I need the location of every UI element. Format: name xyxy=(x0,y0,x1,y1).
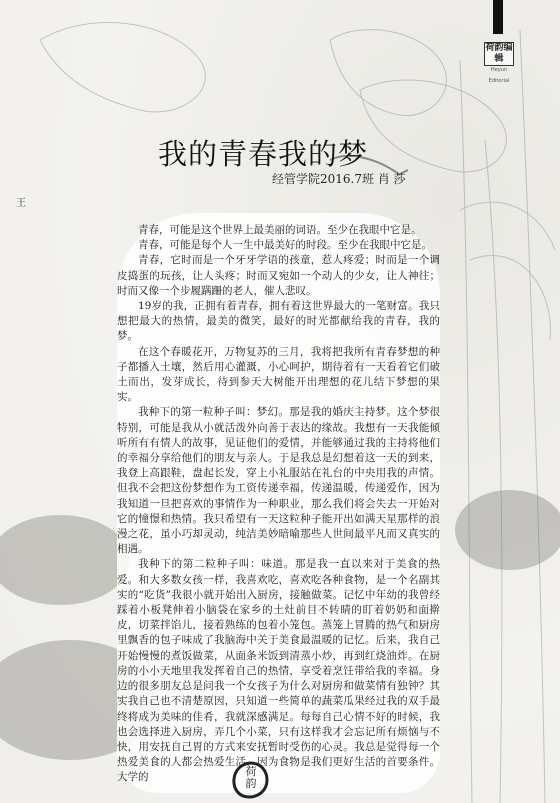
paragraph: 青春，它时而是一个牙牙学语的孩童，惹人疼爱；时而是一个调皮捣蛋的玩孩，让人头疼；时而又宛如一个动人的少女，让人神往；时而又像一个步履蹒跚的老人，催人悲叹。 xyxy=(117,254,440,297)
column-badge-subtitle: Heyun Editorial xyxy=(488,67,510,84)
paragraph: 青春，可能是这个世界上最美丽的词语。至少在我眼中它是。 xyxy=(138,224,422,236)
article-body xyxy=(117,223,440,786)
section-tab-marker xyxy=(493,0,503,34)
column-badge-title: 荷韵编辑 xyxy=(485,43,513,64)
paragraph: 我种下的第一粒种子叫：梦幻。那是我的婚庆主持梦。这个梦很特别，可能是我从小就活泼外向善于表达的缘故。我想有一天我能倾听所有有情人的故事，见证他们的爱情，并能够通过我的主持将他们的幸福分享给他们的朋友与亲人。于是我总是幻想着这一天的到来，我登上高跟鞋，盘起长发，穿上小礼服站在礼台的中央用我的声情。但我不会把这份梦想作为工资传递幸福，传递温暖，传递爱作，因为我知道一旦把喜欢的事情作为一种职业，那么我们将会失去一开始对它的憧憬和热情。我只希望有一天这粒种子能开出如满天星那样的浪漫之花，虽小巧却灵动，纯洁美妙暗喻那些人世间最平凡而又真实的相遇。 xyxy=(117,406,440,556)
article-byline: 经管学院2016.7班 肖 莎 xyxy=(272,172,406,186)
paragraph: 青春，可能是每个人一生中最美好的时段。至少在我眼中它是。 xyxy=(138,239,432,252)
paragraph: 19岁的我，正拥有着青春，拥有着这世界最大的一笔财富。我只想把最大的热情，最美的微笑，最好的时光都献给我的青春，我的梦。 xyxy=(117,300,440,343)
seal-text: 荷韵 xyxy=(245,765,257,790)
side-mark: 王 xyxy=(16,198,26,209)
paragraph: 在这个春暖花开，万物复苏的三月，我将把我所有青春梦想的种子都播入土壤，然后用心灌溉，小心呵护，期待着有一天看着它们破土而出，发芽成长，待到参天大树能开出理想的花儿结下梦想的果实。 xyxy=(117,345,440,404)
article-title: 我的青春我的梦 xyxy=(158,137,369,171)
column-badge xyxy=(484,42,514,84)
paragraph: 我种下的第二粒种子叫：味道。那是我一直以来对于美食的热爱。和大多数女孩一样，我喜欢吃，喜欢吃各种食物，是一个名副其实的“吃货”我很小就开始出入厨房，接触做菜。记忆中年幼的我曾经踩着小板凳伸着小脑袋在家乡的土灶前目不转睛的盯着奶奶和面擀皮，切菜拌馅儿，接着熟练的包着小笼包。蒸笼上冒腾的热气和厨房里飘香的包子味成了我脑海中关于美食最温暖的记忆。后来，我自己开始慢慢的煮饭做菜，从面条米饭到清蒸小炒，再到红烧油炸。在厨房的小小天地里我发挥着自己的热情，享受着烹饪带给我的幸福。身边的很多朋友总是问我一个女孩子为什么对厨房和做菜情有独钟？其实我自己也不清楚原因，只知道一些简单的蔬菜瓜果经过我的双手最终将成为美味的佳肴，我就深感满足。每每自己心情不好的时候，我也会选择进入厨房，弄几个小菜，只有这样我才会忘记所有烦恼与不快，用安抚自己胃的方式来安抚暂时受伤的心灵。我总是觉得每一个热爱美食的人都会热爱生活，因为食物是我们更好生活的首要条件。大学的 xyxy=(117,558,440,784)
